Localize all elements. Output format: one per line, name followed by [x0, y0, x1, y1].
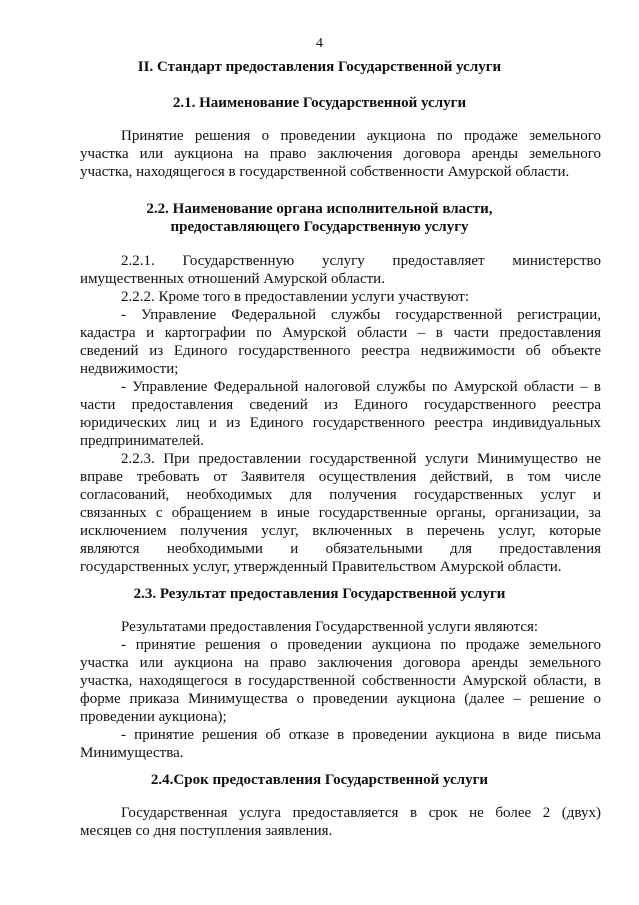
heading-2-2-line-2: предоставляющего Государственную услугу — [170, 219, 469, 235]
text-line: Государственная услуга предоставляется в срок не более 2 (двух) — [121, 805, 601, 821]
section-title: II. Стандарт предоставления Государственной услуги — [137, 59, 502, 75]
text-line: согласований, необходимых для получения государственных услуг и — [80, 487, 601, 503]
text-line: вправе требовать от Заявителя осуществления действий, в том числе — [80, 469, 601, 485]
text-line: месяцев со дня поступления заявления. — [80, 823, 333, 839]
text-line: проведении аукциона); — [80, 709, 227, 725]
text-line: юридических лиц и из Единого государственного реестра индивидуальных — [80, 415, 601, 431]
text-line: - принятие решения об отказе в проведении аукциона в виде письма — [121, 727, 601, 743]
text-line: - Управление Федеральной налоговой службы по Амурской области – в — [121, 379, 601, 395]
text-line: исключением получения услуг, включенных в перечень услуг, которые — [80, 523, 601, 539]
text-line: предпринимателей. — [80, 433, 205, 449]
text-line: - принятие решения о проведении аукциона по продаже земельного — [121, 637, 601, 653]
text-line: кадастра и картографии по Амурской области – в части предоставления — [80, 325, 601, 341]
text-line: участка, находящегося в государственной собственности Амурской области. — [80, 164, 570, 180]
text-line: 2.2.3. При предоставлении государственной услуги Минимущество не — [121, 451, 601, 467]
text-line: являются необходимыми и обязательными для предоставления — [80, 541, 601, 557]
text-line: форме приказа Минимущества о проведении аукциона (далее – решение о — [80, 691, 601, 707]
text-line: имущественных отношений Амурской области. — [80, 271, 385, 287]
text-line: 2.2.1. Государственную услугу предоставляет министерство — [121, 253, 601, 269]
text-line: 2.2.2. Кроме того в предоставлении услуги участвуют: — [121, 289, 470, 305]
text-line: Результатами предоставления Государственной услуги являются: — [121, 619, 539, 635]
text-line: участка, находящегося в государственной собственности Амурской области, в — [80, 673, 601, 689]
text-line: Минимущества. — [80, 745, 184, 761]
text-line: части предоставления сведений из Единого государственного реестра — [80, 397, 601, 413]
heading-2-4: 2.4.Срок предоставления Государственной услуги — [150, 772, 489, 788]
text-line: участка или аукциона на право заключения договора аренды земельного — [80, 655, 601, 671]
text-line: государственных услуг, утвержденный Правительством Амурской области. — [80, 559, 562, 575]
text-line: Принятие решения о проведении аукциона по продаже земельного — [121, 128, 601, 144]
heading-2-1: 2.1. Наименование Государственной услуги — [172, 95, 467, 111]
heading-2-3: 2.3. Результат предоставления Государственной услуги — [133, 586, 506, 602]
text-line: сведений из Единого государственного реестра недвижимости об объекте — [80, 343, 601, 359]
text-line: - Управление Федеральной службы государственной регистрации, — [121, 307, 601, 323]
text-line: участка или аукциона на право заключения договора аренды земельного — [80, 146, 601, 162]
page-number: 4 — [316, 36, 323, 51]
text-line: недвижимости; — [80, 361, 179, 377]
heading-2-2: 2.2. Наименование органа исполнительной власти, — [146, 201, 493, 217]
text-line: связанных с обращением в иные государственные органы, организации, за — [80, 505, 601, 521]
